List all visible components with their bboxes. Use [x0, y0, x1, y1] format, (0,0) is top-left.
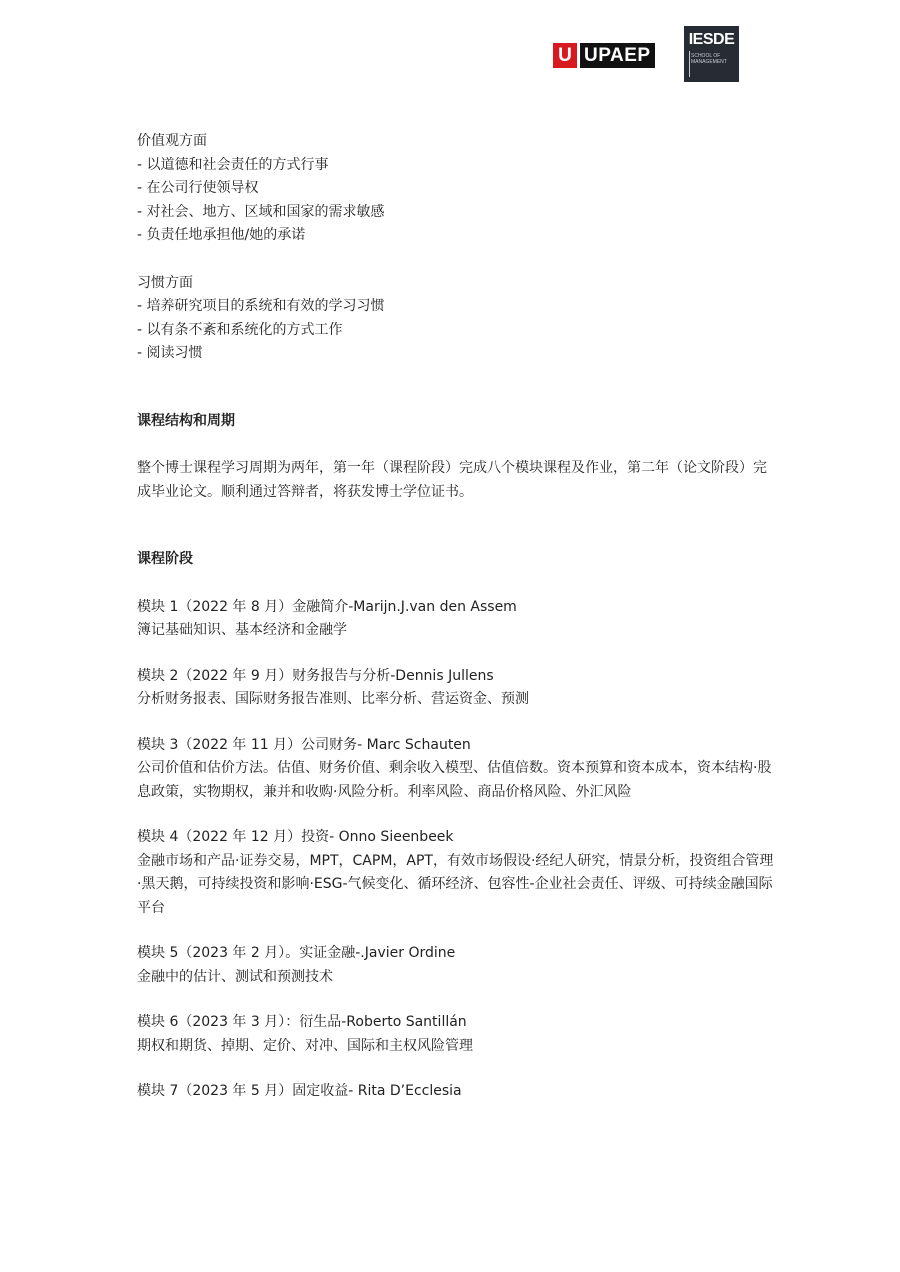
structure-body: 整个博士课程学习周期为两年，第一年（课程阶段）完成八个模块课程及作业，第二年（论文阶段）完成毕业论文。顺利通过答辩者，将获发博士学位证书。 [137, 460, 767, 500]
header-logos [553, 26, 743, 82]
structure-heading: 课程结构和周期 [137, 412, 235, 429]
habits-title: 习惯方面 [137, 274, 193, 291]
iesde-logo-name: IESDE [688, 31, 735, 48]
upaep-logo-text: UPAEP [580, 43, 655, 68]
module-desc: 金融市场和产品·证券交易，MPT，CAPM，APT，有效市场假设·经纪人研究，情景分析，投资组合管理·黑天鹅，可持续投资和影响·ESG-气候变化、循环经济、包容性-企业社会责任、评级、可持续金融国际平台 [137, 852, 774, 916]
values-item: - 负责任地承担他/她的承诺 [137, 227, 306, 243]
module-title: 模块 3（2022 年 11 月）公司财务- Marc Schauten [137, 736, 471, 753]
module-desc: 期权和期货、掉期、定价、对冲、国际和主权风险管理 [137, 1037, 473, 1054]
module-desc: 公司价值和估价方法。估值、财务价值、剩余收入模型、估值倍数。资本预算和资本成本，资本结构·股息政策，实物期权，兼并和收购·风险分析。利率风险、商品价格风险、外汇风险 [137, 760, 772, 800]
iesde-divider [689, 51, 690, 77]
module-title: 模块 2（2022 年 9 月）财务报告与分析-Dennis Jullens [137, 667, 494, 684]
habits-item: - 培养研究项目的系统和有效的学习习惯 [137, 298, 385, 314]
habits-item: - 阅读习惯 [137, 345, 203, 361]
module-desc: 金融中的估计、测试和预测技术 [137, 968, 333, 985]
upaep-logo [553, 43, 655, 68]
module-title: 模块 4（2022 年 12 月）投资- Onno Sieenbeek [137, 829, 454, 845]
document-body [137, 130, 777, 1104]
module-desc: 分析财务报表、国际财务报告准则、比率分析、营运资金、预测 [137, 691, 529, 707]
values-item: - 对社会、地方、区域和国家的需求敏感 [137, 203, 385, 220]
values-item: - 以道德和社会责任的方式行事 [137, 156, 329, 173]
module-title: 模块 1（2022 年 8 月）金融简介-Marijn.J.van den Assem [137, 598, 517, 615]
iesde-logo [684, 26, 739, 82]
upaep-u-icon: U [553, 43, 577, 68]
module-desc: 簿记基础知识、基本经济和金融学 [137, 622, 347, 638]
module-title: 模块 7（2023 年 5 月）固定收益- Rita D’Ecclesia [137, 1083, 462, 1099]
values-item: - 在公司行使领导权 [137, 180, 259, 196]
habits-item: - 以有条不紊和系统化的方式工作 [137, 321, 343, 338]
iesde-logo-sub: SCHOOL OF MANAGEMENT [691, 53, 727, 65]
module-title: 模块 5（2023 年 2 月）。实证金融-.Javier Ordine [137, 945, 456, 961]
course-phase-heading: 课程阶段 [137, 551, 193, 567]
module-title: 模块 6（2023 年 3 月）：衍生品-Roberto Santillán [137, 1014, 467, 1030]
values-title: 价值观方面 [137, 133, 207, 149]
